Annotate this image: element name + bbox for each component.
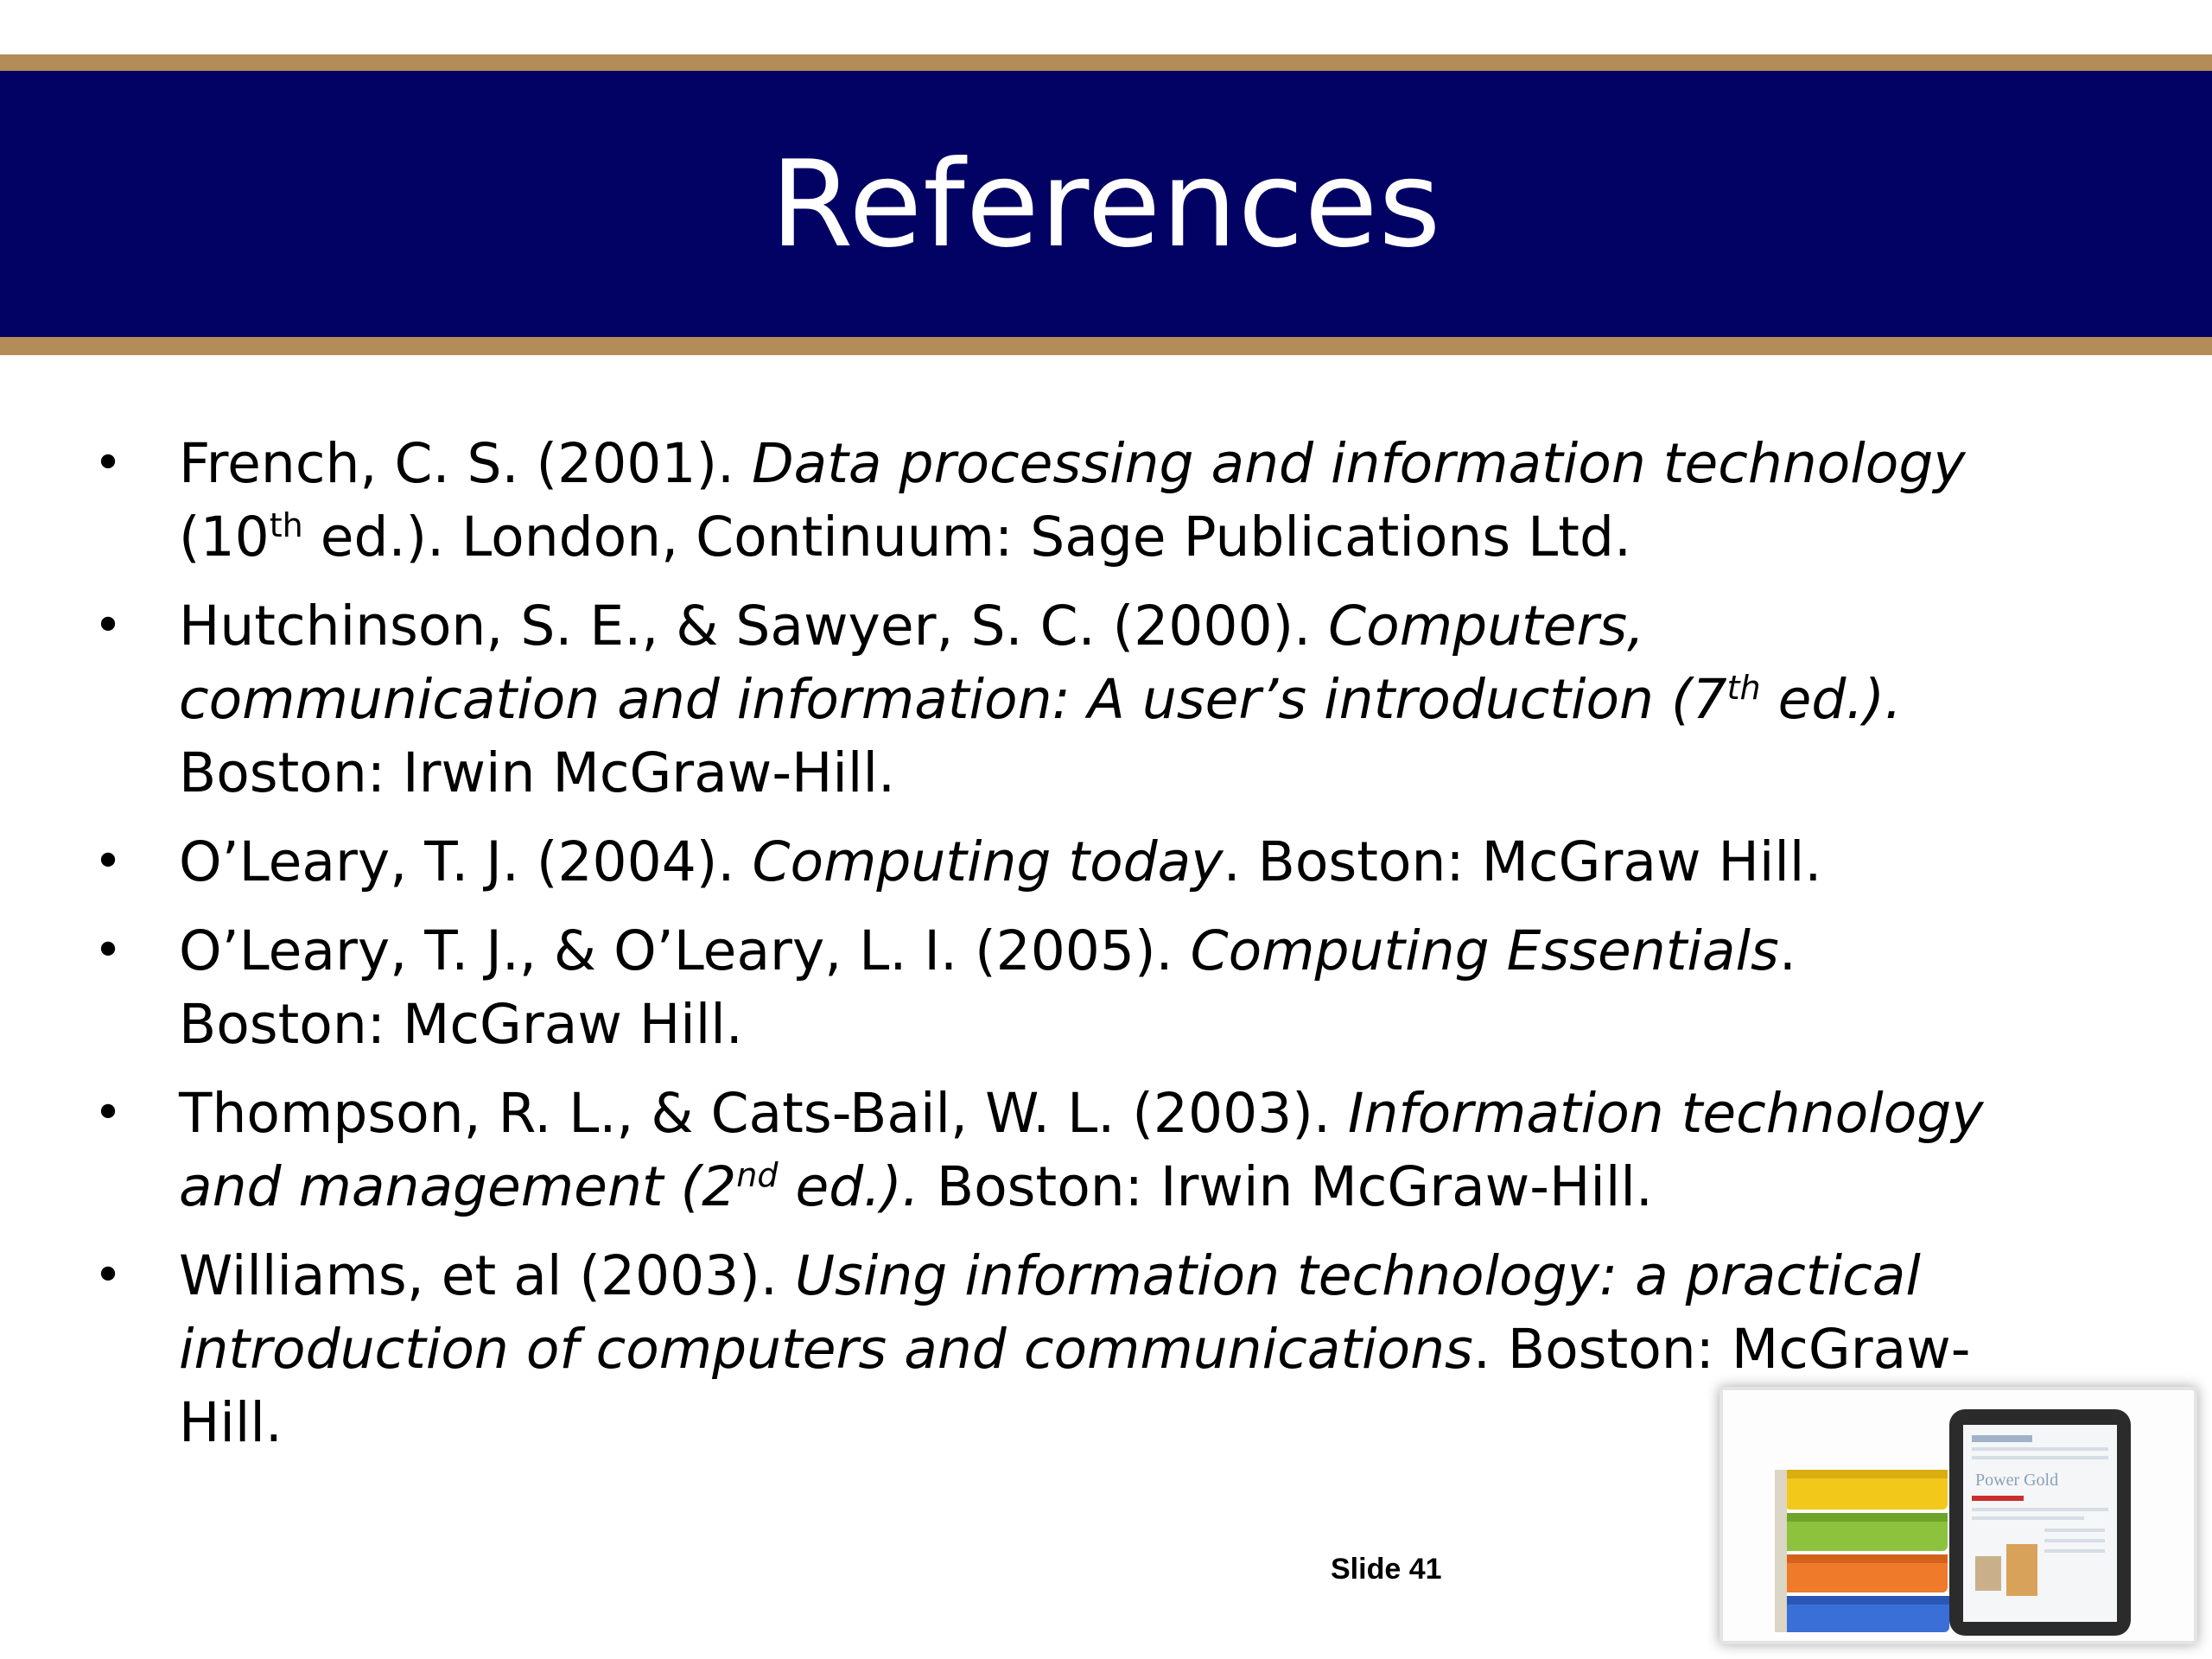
slide-number: Slide 41 bbox=[1331, 1553, 1442, 1586]
bullet-icon: • bbox=[93, 1248, 123, 1304]
slide-title: References bbox=[770, 134, 1442, 274]
bullet-icon: • bbox=[93, 435, 123, 492]
reference-item-hutchinson: • Hutchinson, S. E., & Sawyer, S. C. (2000). Computers, communication and information: A user’s introduction (7th ed.). Boston: Irwin McGraw-Hill. bbox=[91, 589, 1992, 810]
reference-list bbox=[91, 427, 1992, 1475]
books-and-tablet-icon bbox=[1719, 1387, 2197, 1644]
bullet-icon: • bbox=[93, 923, 123, 979]
book-stack-icon bbox=[1775, 1470, 1949, 1632]
reference-item-thompson: • Thompson, R. L., & Cats-Bail, W. L. (2003). Information technology and management (2nd ed.). Boston: Irwin McGraw-Hill. bbox=[91, 1077, 1992, 1224]
bottom-gold-rule bbox=[0, 337, 2212, 355]
reference-item-oleary-2004: • O’Leary, T. J. (2004). Computing today. Boston: McGraw Hill. bbox=[91, 825, 1992, 899]
books-tablet-illustration bbox=[1723, 1390, 2194, 1641]
tablet-icon bbox=[1949, 1409, 2131, 1636]
bullet-icon: • bbox=[93, 834, 123, 890]
bullet-icon: • bbox=[93, 598, 123, 654]
bullet-icon: • bbox=[93, 1085, 123, 1141]
top-gold-rule bbox=[0, 54, 2212, 71]
reference-item-oleary-2005: • O’Leary, T. J., & O’Leary, L. I. (2005). Computing Essentials. Boston: McGraw Hill. bbox=[91, 914, 1992, 1061]
tablet-screen-text: Power Gold bbox=[1975, 1471, 2059, 1490]
reference-item-williams: • Williams, et al (2003). Using information technology: a practical introduction of computers and communications. Boston: McGraw-Hill. bbox=[91, 1239, 1992, 1459]
reference-item-french: • French, C. S. (2001). Data processing and information technology (10th ed.). London, Continuum: Sage Publications Ltd. bbox=[91, 427, 1992, 574]
